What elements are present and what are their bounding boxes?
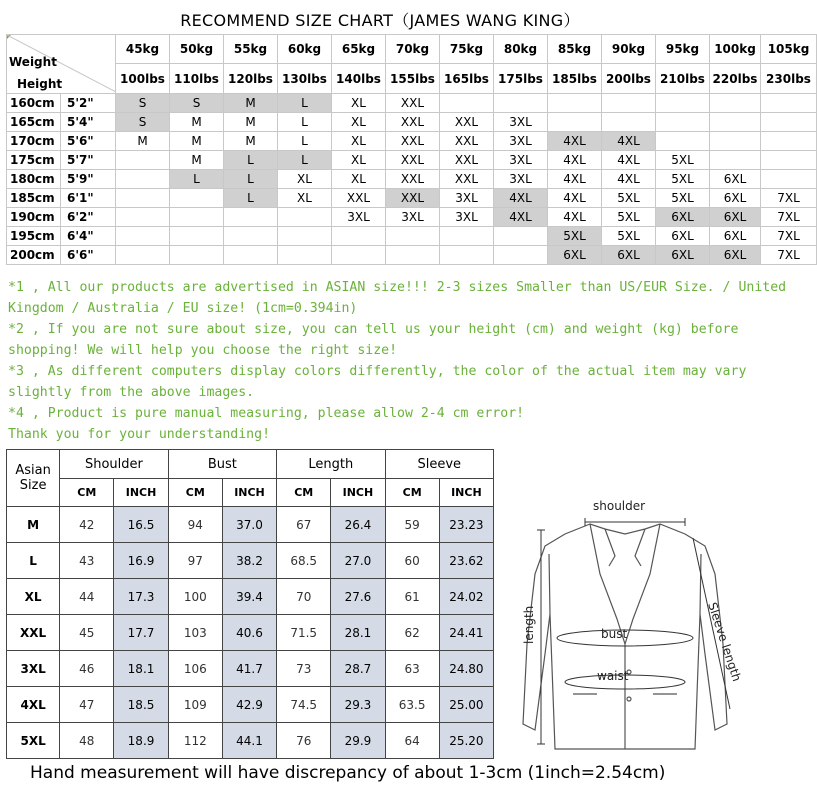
size-cell: XL <box>278 170 332 189</box>
height-cm: 190cm <box>7 208 61 227</box>
note-thanks: Thank you for your understanding! <box>8 427 271 442</box>
height-ft: 6'4" <box>61 227 116 246</box>
size-cell: XL <box>332 132 386 151</box>
weight-kg-header: 60kg <box>278 35 332 64</box>
size-cell: L <box>224 170 278 189</box>
size-cell: XXL <box>386 113 440 132</box>
weight-kg-header: 65kg <box>332 35 386 64</box>
weight-lbs-header: 230lbs <box>761 64 817 94</box>
size-cell: 3XL <box>440 208 494 227</box>
inch-value: 42.9 <box>222 687 276 723</box>
size-cell <box>710 151 761 170</box>
height-cm: 195cm <box>7 227 61 246</box>
size-cell: L <box>278 151 332 170</box>
size-cell: 6XL <box>710 246 761 265</box>
size-cell <box>116 189 170 208</box>
size-cell: XL <box>278 189 332 208</box>
weight-kg-header: 85kg <box>548 35 602 64</box>
weight-lbs-header: 185lbs <box>548 64 602 94</box>
size-cell <box>494 227 548 246</box>
height-cm: 185cm <box>7 189 61 208</box>
height-ft: 6'1" <box>61 189 116 208</box>
inch-value: 25.00 <box>439 687 493 723</box>
table-row <box>7 507 494 543</box>
note-3: *3 , As different computers display colors differently, the color of the actual item may vary slightly from the above images. <box>8 364 747 400</box>
size-cell <box>116 151 170 170</box>
size-label: XL <box>7 579 60 615</box>
unit-header: CM <box>385 479 439 507</box>
size-cell <box>278 227 332 246</box>
inch-value: 16.9 <box>114 543 168 579</box>
height-ft: 6'6" <box>61 246 116 265</box>
size-cell <box>656 94 710 113</box>
size-label: M <box>7 507 60 543</box>
size-cell: 3XL <box>494 132 548 151</box>
size-cell: 6XL <box>710 208 761 227</box>
inch-value: 44.1 <box>222 723 276 759</box>
inch-value: 24.80 <box>439 651 493 687</box>
label-length: length <box>522 605 536 644</box>
cm-value: 100 <box>168 579 222 615</box>
weight-kg-header: 75kg <box>440 35 494 64</box>
height-ft: 5'2" <box>61 94 116 113</box>
weight-lbs-header: 100lbs <box>116 64 170 94</box>
height-ft: 5'7" <box>61 151 116 170</box>
note-1: *1 , All our products are advertised in ASIAN size!!! 2-3 sizes Smaller than US/EUR Size. / United Kingdom / Australia / EU size! (1cm=0.394in) <box>8 280 787 316</box>
size-cell <box>548 113 602 132</box>
height-cm: 175cm <box>7 151 61 170</box>
weight-kg-header: 95kg <box>656 35 710 64</box>
cm-value: 61 <box>385 579 439 615</box>
size-cell <box>710 132 761 151</box>
size-cell: 5XL <box>602 208 656 227</box>
size-cell: 4XL <box>494 208 548 227</box>
inch-value: 25.20 <box>439 723 493 759</box>
table-row <box>7 227 817 246</box>
size-cell <box>494 94 548 113</box>
jacket-diagram <box>505 494 745 762</box>
size-cell: 6XL <box>656 227 710 246</box>
asian-size-header-line1: Asian <box>15 463 51 478</box>
size-cell: 5XL <box>656 170 710 189</box>
cm-value: 62 <box>385 615 439 651</box>
size-cell <box>224 208 278 227</box>
table-row <box>7 615 494 651</box>
size-cell: 7XL <box>761 189 817 208</box>
inch-value: 17.7 <box>114 615 168 651</box>
size-cell <box>440 94 494 113</box>
weight-lbs-header: 140lbs <box>332 64 386 94</box>
inch-value: 18.9 <box>114 723 168 759</box>
size-cell: 4XL <box>602 151 656 170</box>
weight-lbs-header: 130lbs <box>278 64 332 94</box>
size-cell: L <box>278 113 332 132</box>
inch-value: 40.6 <box>222 615 276 651</box>
inch-value: 28.1 <box>331 615 385 651</box>
cm-value: 94 <box>168 507 222 543</box>
size-cell: L <box>278 132 332 151</box>
inch-value: 37.0 <box>222 507 276 543</box>
size-cell: 3XL <box>386 208 440 227</box>
size-cell <box>386 246 440 265</box>
height-label: Height <box>17 77 63 91</box>
size-cell: XXL <box>440 132 494 151</box>
size-cell <box>170 227 224 246</box>
inch-value: 18.5 <box>114 687 168 723</box>
table-row <box>7 170 817 189</box>
cm-value: 68.5 <box>277 543 331 579</box>
table-row <box>7 113 817 132</box>
inch-value: 26.4 <box>331 507 385 543</box>
size-cell <box>170 246 224 265</box>
inch-value: 29.9 <box>331 723 385 759</box>
inch-value: 24.02 <box>439 579 493 615</box>
cm-value: 44 <box>60 579 114 615</box>
weight-kg-header: 100kg <box>710 35 761 64</box>
weight-lbs-header: 175lbs <box>494 64 548 94</box>
size-cell: 4XL <box>602 132 656 151</box>
size-cell: 4XL <box>548 132 602 151</box>
cm-value: 48 <box>60 723 114 759</box>
cm-value: 47 <box>60 687 114 723</box>
size-cell: 5XL <box>548 227 602 246</box>
size-cell <box>656 113 710 132</box>
size-recommendation-table <box>6 34 817 265</box>
measurement-table <box>6 449 494 759</box>
size-cell: S <box>116 113 170 132</box>
size-label: 3XL <box>7 651 60 687</box>
weight-lbs-header: 120lbs <box>224 64 278 94</box>
weight-lbs-header: 165lbs <box>440 64 494 94</box>
corner-header <box>7 35 116 94</box>
size-cell <box>278 208 332 227</box>
size-cell <box>170 189 224 208</box>
unit-header: INCH <box>222 479 276 507</box>
size-cell <box>332 227 386 246</box>
size-cell: S <box>116 94 170 113</box>
weight-kg-header: 90kg <box>602 35 656 64</box>
cm-value: 60 <box>385 543 439 579</box>
weight-kg-header: 55kg <box>224 35 278 64</box>
size-cell <box>332 246 386 265</box>
size-cell: 3XL <box>332 208 386 227</box>
size-cell: XL <box>332 151 386 170</box>
table-row <box>7 94 817 113</box>
table-row <box>7 651 494 687</box>
size-cell: L <box>170 170 224 189</box>
height-cm: 165cm <box>7 113 61 132</box>
cm-value: 74.5 <box>277 687 331 723</box>
size-cell <box>761 151 817 170</box>
inch-value: 24.41 <box>439 615 493 651</box>
weight-lbs-header: 210lbs <box>656 64 710 94</box>
size-cell: 3XL <box>494 170 548 189</box>
size-cell: 4XL <box>548 170 602 189</box>
size-cell <box>170 208 224 227</box>
size-cell: 6XL <box>656 208 710 227</box>
measure-group-header: Shoulder <box>60 450 168 479</box>
size-cell <box>710 94 761 113</box>
weight-kg-header: 70kg <box>386 35 440 64</box>
weight-kg-header: 50kg <box>170 35 224 64</box>
size-label: 4XL <box>7 687 60 723</box>
size-cell <box>386 227 440 246</box>
weight-lbs-header: 155lbs <box>386 64 440 94</box>
size-cell <box>116 246 170 265</box>
unit-header: INCH <box>114 479 168 507</box>
inch-value: 18.1 <box>114 651 168 687</box>
size-cell <box>548 94 602 113</box>
inch-value: 39.4 <box>222 579 276 615</box>
size-cell: L <box>224 151 278 170</box>
cm-value: 43 <box>60 543 114 579</box>
cm-value: 112 <box>168 723 222 759</box>
inch-value: 28.7 <box>331 651 385 687</box>
size-cell: 7XL <box>761 227 817 246</box>
size-cell: 3XL <box>494 151 548 170</box>
size-cell: 3XL <box>440 189 494 208</box>
note-4: *4 , Product is pure manual measuring, please allow 2-4 cm error! <box>8 406 525 421</box>
size-cell: 4XL <box>548 208 602 227</box>
size-cell: S <box>170 94 224 113</box>
measure-group-header: Sleeve <box>385 450 493 479</box>
size-cell <box>278 246 332 265</box>
unit-header: CM <box>277 479 331 507</box>
size-cell <box>116 208 170 227</box>
measure-group-header: Length <box>277 450 385 479</box>
weight-lbs-header: 200lbs <box>602 64 656 94</box>
footer-note: Hand measurement will have discrepancy of about 1-3cm (1inch=2.54cm) <box>30 763 666 783</box>
size-cell: L <box>224 189 278 208</box>
table-row <box>7 723 494 759</box>
table-row <box>7 246 817 265</box>
inch-value: 23.23 <box>439 507 493 543</box>
size-cell <box>440 246 494 265</box>
size-cell: 4XL <box>548 151 602 170</box>
height-cm: 200cm <box>7 246 61 265</box>
cm-value: 73 <box>277 651 331 687</box>
cm-value: 106 <box>168 651 222 687</box>
size-cell: M <box>224 113 278 132</box>
size-cell: XXL <box>332 189 386 208</box>
size-cell: XXL <box>440 113 494 132</box>
cm-value: 97 <box>168 543 222 579</box>
size-cell: M <box>224 132 278 151</box>
inch-value: 27.6 <box>331 579 385 615</box>
size-cell: 3XL <box>494 113 548 132</box>
weight-lbs-header: 220lbs <box>710 64 761 94</box>
cm-value: 71.5 <box>277 615 331 651</box>
height-cm: 170cm <box>7 132 61 151</box>
table-row <box>7 151 817 170</box>
unit-header: INCH <box>331 479 385 507</box>
size-cell: XXL <box>440 151 494 170</box>
cm-value: 63 <box>385 651 439 687</box>
cm-value: 103 <box>168 615 222 651</box>
size-cell: XXL <box>386 132 440 151</box>
size-cell: M <box>170 113 224 132</box>
cm-value: 63.5 <box>385 687 439 723</box>
size-cell <box>116 227 170 246</box>
size-cell: 4XL <box>602 170 656 189</box>
size-cell <box>656 132 710 151</box>
inch-value: 29.3 <box>331 687 385 723</box>
size-cell: XL <box>332 113 386 132</box>
size-label: L <box>7 543 60 579</box>
size-cell: M <box>116 132 170 151</box>
size-cell <box>761 132 817 151</box>
size-cell <box>602 113 656 132</box>
label-waist: waist <box>597 669 629 683</box>
size-cell <box>224 227 278 246</box>
size-cell: XXL <box>386 170 440 189</box>
cm-value: 46 <box>60 651 114 687</box>
size-cell <box>710 113 761 132</box>
cm-value: 42 <box>60 507 114 543</box>
size-cell: 4XL <box>494 189 548 208</box>
size-cell: M <box>170 132 224 151</box>
weight-lbs-header: 110lbs <box>170 64 224 94</box>
size-label: XXL <box>7 615 60 651</box>
size-cell: 5XL <box>656 189 710 208</box>
size-cell: 5XL <box>602 189 656 208</box>
table-row <box>7 543 494 579</box>
size-cell <box>761 113 817 132</box>
chart-title: RECOMMEND SIZE CHART（JAMES WANG KING） <box>180 11 580 30</box>
cm-value: 64 <box>385 723 439 759</box>
size-cell: XL <box>332 170 386 189</box>
size-cell: L <box>278 94 332 113</box>
note-2: *2 , If you are not sure about size, you can tell us your height (cm) and weight (kg) before shopping! We will help you choose the right size! <box>8 322 739 358</box>
cm-value: 67 <box>277 507 331 543</box>
size-cell <box>440 227 494 246</box>
table-row <box>7 579 494 615</box>
cm-value: 70 <box>277 579 331 615</box>
asian-size-header-line2: Size <box>19 478 47 493</box>
height-ft: 5'6" <box>61 132 116 151</box>
asian-size-header <box>7 450 60 507</box>
size-cell <box>116 170 170 189</box>
height-ft: 5'4" <box>61 113 116 132</box>
size-label: 5XL <box>7 723 60 759</box>
size-cell: M <box>170 151 224 170</box>
size-cell: 6XL <box>548 246 602 265</box>
notes-block <box>8 277 813 445</box>
size-cell: 5XL <box>656 151 710 170</box>
size-cell: 7XL <box>761 246 817 265</box>
height-ft: 5'9" <box>61 170 116 189</box>
inch-value: 17.3 <box>114 579 168 615</box>
size-cell: XXL <box>386 189 440 208</box>
weight-label: Weight <box>9 55 57 69</box>
size-cell: XXL <box>440 170 494 189</box>
size-cell: 6XL <box>710 170 761 189</box>
unit-header: CM <box>60 479 114 507</box>
size-cell: XXL <box>386 94 440 113</box>
size-cell: 6XL <box>710 189 761 208</box>
weight-kg-header: 80kg <box>494 35 548 64</box>
weight-kg-header: 105kg <box>761 35 817 64</box>
size-cell: XXL <box>386 151 440 170</box>
inch-value: 38.2 <box>222 543 276 579</box>
size-cell: 5XL <box>602 227 656 246</box>
cm-value: 109 <box>168 687 222 723</box>
size-cell: XL <box>332 94 386 113</box>
table-row <box>7 687 494 723</box>
weight-kg-header: 45kg <box>116 35 170 64</box>
height-ft: 6'2" <box>61 208 116 227</box>
unit-header: CM <box>168 479 222 507</box>
measure-group-header: Bust <box>168 450 276 479</box>
size-cell <box>761 170 817 189</box>
height-cm: 160cm <box>7 94 61 113</box>
size-cell <box>761 94 817 113</box>
size-cell: 6XL <box>602 246 656 265</box>
size-cell <box>224 246 278 265</box>
size-cell: 4XL <box>548 189 602 208</box>
size-cell: 6XL <box>656 246 710 265</box>
height-cm: 180cm <box>7 170 61 189</box>
inch-value: 16.5 <box>114 507 168 543</box>
unit-header: INCH <box>439 479 493 507</box>
cm-value: 45 <box>60 615 114 651</box>
label-sleeve-length: Sleeve length <box>705 600 744 684</box>
inch-value: 41.7 <box>222 651 276 687</box>
size-cell: 7XL <box>761 208 817 227</box>
inch-value: 27.0 <box>331 543 385 579</box>
table-row <box>7 132 817 151</box>
size-cell: M <box>224 94 278 113</box>
size-cell <box>602 94 656 113</box>
size-cell <box>494 246 548 265</box>
label-bust: bust <box>601 627 628 641</box>
table-row <box>7 208 817 227</box>
size-cell: 6XL <box>710 227 761 246</box>
table-row <box>7 189 817 208</box>
inch-value: 23.62 <box>439 543 493 579</box>
label-shoulder: shoulder <box>593 499 646 513</box>
cm-value: 76 <box>277 723 331 759</box>
cm-value: 59 <box>385 507 439 543</box>
